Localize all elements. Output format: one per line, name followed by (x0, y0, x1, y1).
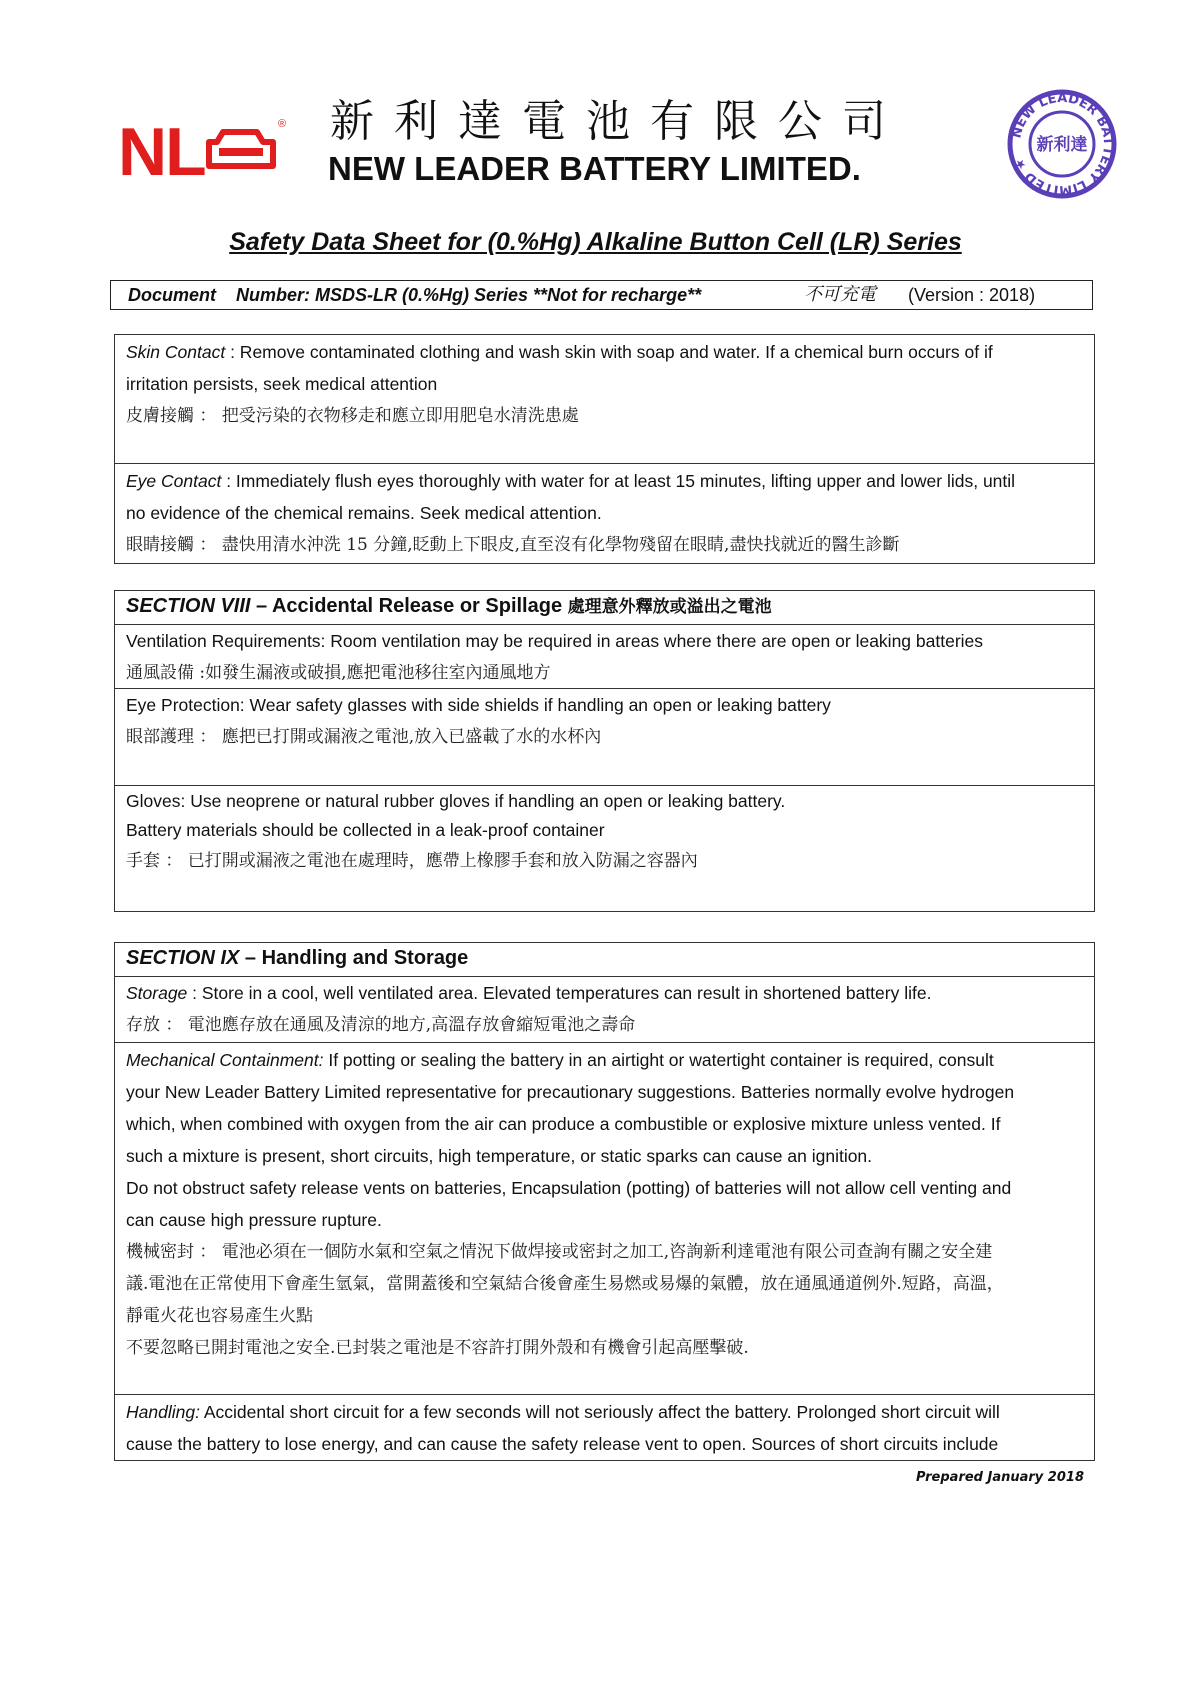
section-9-table (114, 942, 1095, 1461)
eye-contact-label: Eye Contact (126, 471, 222, 491)
mechanical-text-2: your New Leader Battery Limited representative for precautionary suggestions. Batteries normally evolve hydrogen (126, 1082, 1015, 1102)
section-8-title: – Accidental Release or Spillage (250, 595, 568, 617)
eye-contact-text: : Immediately flush eyes thoroughly with water for at least 15 minutes, lifting upper and lower lids, until (221, 471, 1016, 491)
mechanical-text: If potting or sealing the battery in an airtight or watertight container is required, consult (323, 1050, 994, 1070)
document-number: Document Number: MSDS-LR (0.%Hg) Series **Not for recharge** (128, 285, 702, 305)
section-8-heading (115, 591, 1094, 624)
ventilation-text: Ventilation Requirements: Room ventilation may be required in areas where there are open or leaking batteries (126, 631, 984, 651)
mechanical-text-3: which, when combined with oxygen from the air can produce a combustible or explosive mixture unless vented. If (126, 1114, 1001, 1134)
mechanical-text-4: such a mixture is present, short circuits, high temperature, or static sparks can cause an ignition. (126, 1146, 873, 1166)
storage-label: Storage (126, 983, 188, 1003)
document-number-box (110, 280, 1093, 310)
mechanical-containment-cell (115, 1042, 1094, 1394)
first-aid-table (114, 334, 1095, 564)
gloves-text: Gloves: Use neoprene or natural rubber gloves if handling an open or leaking battery. (126, 791, 786, 811)
mechanical-cn-1: 機械密封 ： 電池必須在一個防水氣和空氣之情況下做焊接或密封之加工,咨詢新利達電池有限公司查詢有關之安全建 (126, 1242, 993, 1262)
section-8-number: SECTION VIII (126, 595, 251, 617)
handling-label: Handling: (126, 1402, 200, 1422)
eye-protection-text: Eye Protection: Wear safety glasses with side shields if handling an open or leaking battery (126, 695, 831, 715)
skin-contact-label: Skin Contact (126, 342, 226, 362)
company-seal-stamp-icon (1006, 88, 1118, 200)
company-logo-letters: NL (118, 114, 205, 190)
mechanical-cn-4: 不要忽略已開封電池之安全.已封裝之電池是不容許打開外殼和有機會引起高壓擊破. (126, 1338, 749, 1358)
skin-contact-cell (115, 335, 1094, 463)
eye-contact-cell (115, 463, 1094, 563)
handling-text-2: cause the battery to lose energy, and can cause the safety release vent to open. Sources of short circuits include (126, 1434, 999, 1454)
ventilation-cell (115, 624, 1094, 688)
company-name-en: NEW LEADER BATTERY LIMITED. (328, 150, 861, 187)
company-name-cn: 新利達電池有限公司 (330, 96, 906, 147)
eye-contact-text-2: no evidence of the chemical remains. Seek medical attention. (126, 503, 602, 523)
svg-text:NEW LEADER BATTERY LIMITED ★: NEW LEADER BATTERY LIMITED ★ (1009, 90, 1116, 198)
document-version: (Version : 2018) (908, 285, 1036, 305)
svg-text:新利達: 新利達 (1036, 135, 1088, 155)
eye-contact-cn: 眼睛接觸 ： 盡快用清水沖洗 15 分鐘,眨動上下眼皮,直至沒有化學物殘留在眼睛,盡快找就近的醫生診斷 (126, 535, 900, 555)
eye-protection-cell (115, 688, 1094, 785)
ventilation-cn: 通風設備 :如發生漏液或破損,應把電池移往室內通風地方 (126, 663, 551, 683)
storage-text: : Store in a cool, well ventilated area. Elevated temperatures can result in shortened battery life. (187, 983, 932, 1003)
eye-protection-cn: 眼部護理 ： 應把已打開或漏液之電池,放入已盛載了水的水杯內 (126, 727, 602, 747)
section-8-table (114, 590, 1095, 912)
mechanical-text-5: Do not obstruct safety release vents on batteries, Encapsulation (potting) of batteries will not allow cell venting and (126, 1178, 1012, 1198)
mechanical-text-6: can cause high pressure rupture. (126, 1210, 382, 1230)
gloves-cell (115, 785, 1094, 911)
section-8-title-cn: 處理意外釋放或溢出之電池 (567, 597, 772, 617)
skin-contact-cn: 皮膚接觸 ： 把受污染的衣物移走和應立即用肥皂水清洗患處 (126, 406, 579, 426)
section-9-title: – Handling and Storage (239, 947, 469, 969)
mechanical-cn-2: 議.電池在正常使用下會產生氫氣，當開蓋後和空氣結合後會產生易燃或易爆的氣體，放在通風通道例外.短路，高溫， (126, 1274, 1004, 1294)
not-rechargeable-cn: 不可充電 (804, 284, 876, 305)
mechanical-label: Mechanical Containment: (126, 1050, 324, 1070)
battery-logo-icon (205, 128, 277, 170)
registered-mark-icon: ® (278, 118, 287, 130)
skin-contact-text-2: irritation persists, seek medical attention (126, 374, 438, 394)
section-9-heading (115, 943, 1094, 976)
storage-cell (115, 976, 1094, 1042)
prepared-date: Prepared January 2018 (916, 1470, 1084, 1485)
handling-text: Accidental short circuit for a few seconds will not seriously affect the battery. Prolonged short circuit will (199, 1402, 1000, 1422)
gloves-text-2: Battery materials should be collected in a leak-proof container (126, 820, 605, 840)
section-9-number: SECTION IX (126, 947, 240, 969)
gloves-cn: 手套 ： 已打開或漏液之電池在處理時，應帶上橡膠手套和放入防漏之容器內 (126, 851, 698, 871)
document-title: Safety Data Sheet for (0.%Hg) Alkaline Button Cell (LR) Series (229, 228, 962, 256)
mechanical-cn-3: 靜電火花也容易產生火點 (126, 1306, 313, 1326)
handling-cell (115, 1394, 1094, 1460)
skin-contact-text: : Remove contaminated clothing and wash skin with soap and water. If a chemical burn occurs of if (225, 342, 993, 362)
storage-cn: 存放 ： 電池應存放在通風及清涼的地方,高溫存放會縮短電池之壽命 (126, 1015, 636, 1035)
